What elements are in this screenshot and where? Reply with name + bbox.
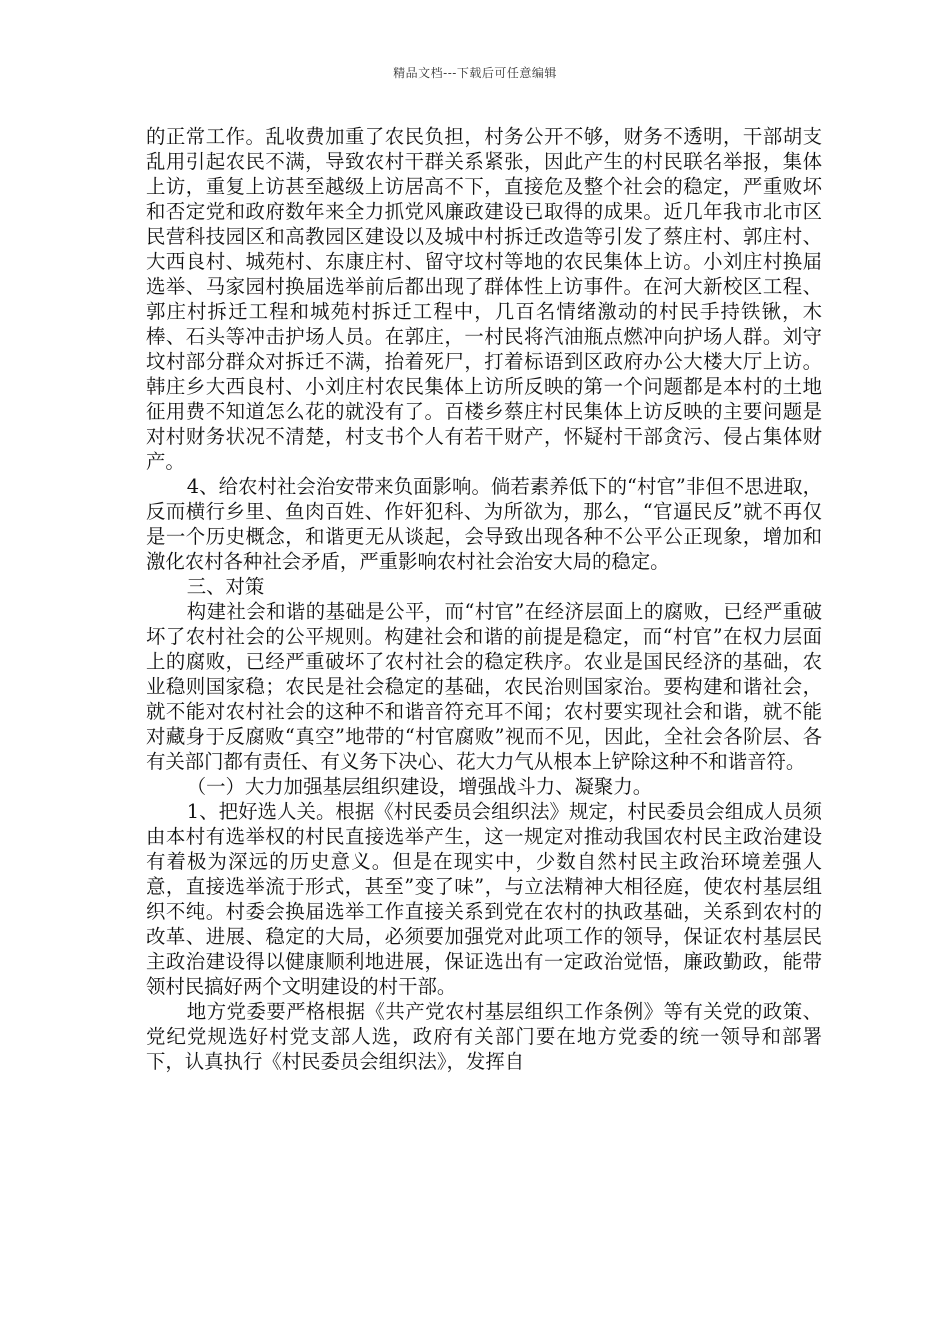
section-heading-countermeasures: 三、对策 (186, 575, 265, 598)
paragraph-social-security-impact: 4、给农村社会治安带来负面影响。倘若素养低下的“村官”非但不思进取，反而横行乡里、鱼肉百姓、作奸犯科、为所欲为，那么，“官逼民反”就不再仅是一个历史概念，和谐更无从谈起，会导致出现各种不公平公正现象，增加和激化农村各种社会矛盾，严重影响农村社会治安大局的稳定。 (146, 475, 822, 573)
paragraph-election-control: 1、把好选人关。根据《村民委员会组织法》规定，村民委员会组成人员须由本村有选举权的村民直接选举产生，这一规定对推动我国农村民主政治建设有着极为深远的历史意义。但是在现实中，少数自然村民主政治环境差强人意，直接选举流于形式，甚至”变了味”，与立法精神大相径庭，使农村基层组织不纯。村委会换届选举工作直接关系到党在农村的执政基础，关系到农村的改革、进展、稳定的大局，必须要加强党对此项工作的领导，保证农村基层民主政治建设得以健康顺利地进展，保证选出有一定政治觉悟，廉政勤政，能带领村民搞好两个文明建设的村干部。 (146, 800, 822, 998)
subsection-heading-organization: （一）大力加强基层组织建设，增强战斗力、凝聚力。 (186, 775, 653, 798)
page-header: 精品文档---下载后可任意编辑 (393, 66, 557, 80)
document-body (146, 124, 822, 1074)
paragraph-continuation: 的正常工作。乱收费加重了农民负担，村务公开不够，财务不透明，干部胡支乱用引起农民不满，导致农村干群关系紧张，因此产生的村民联名举报，集体上访，重复上访甚至越级上访居高不下，直接危及整个社会的稳定，严重败坏和否定党和政府数年来全力抓党风廉政建设已取得的成果。近几年我市北市区民营科技园区和高教园区建设以及城中村拆迁改造等引发了蔡庄村、郭庄村、大西良村、城苑村、东康庄村、留守坟村等地的农民集体上访。小刘庄村换届选举、马家园村换届选举前后都出现了群体性上访事件。在河大新校区工程、郭庄村拆迁工程和城苑村拆迁工程中，几百名情绪激动的村民手持铁锹，木棒、石头等冲击护场人员。在郭庄，一村民将汽油瓶点燃冲向护场人群。刘守坟村部分群众对拆迁不满，抬着死尸，打着标语到区政府办公大楼大厅上访。韩庄乡大西良村、小刘庄村农民集体上访所反映的第一个问题都是本村的土地征用费不知道怎么花的就没有了。百楼乡蔡庄村民集体上访反映的主要问题是对村财务状况不清楚，村支书个人有若干财产，怀疑村干部贪污、侵占集体财产。 (146, 125, 822, 473)
paragraph-harmony-basis: 构建社会和谐的基础是公平，而“村官”在经济层面上的腐败，已经严重破坏了农村社会的公平规则。构建社会和谐的前提是稳定，而“村官”在权力层面上的腐败，已经严重破坏了农村社会的稳定秩序。农业是国民经济的基础，农业稳则国家稳；农民是社会稳定的基础，农民治则国家治。要构建和谐社会，就不能对农村社会的这种不和谐音符充耳不闻；农村要实现社会和谐，就不能对藏身于反腐败“真空”地带的“村官腐败”视而不见，因此，全社会各阶层、各有关部门都有责任、有义务下决心、花大力气从根本上铲除这种不和谐音符。 (146, 600, 822, 773)
paragraph-party-committee: 地方党委要严格根据《共产党农村基层组织工作条例》等有关党的政策、党纪党规选好村党支部人选，政府有关部门要在地方党委的统一领导和部署下，认真执行《村民委员会组织法》，发挥自 (146, 1000, 822, 1073)
